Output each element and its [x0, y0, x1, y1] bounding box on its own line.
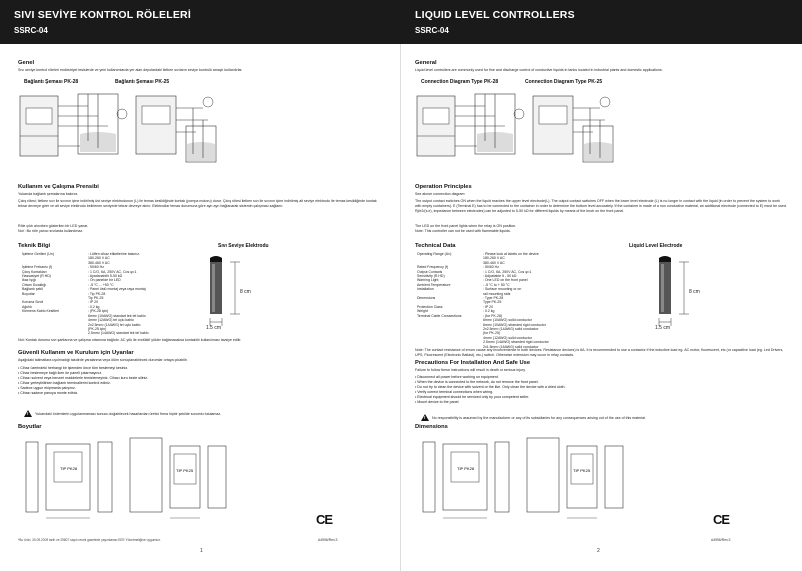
spec-key: Rated Frequency (f): [417, 265, 449, 270]
operation-subtext: See above connection diagram: [415, 192, 465, 196]
warning-text: Yukarıdaki önlemlerin uygulanmaması sonucu doğabilecek hasarlardan üretici firma hiçbir şekilde sorumlu tutulamaz.: [35, 411, 222, 416]
svg-text:TIP PK25: TIP PK25: [176, 468, 194, 473]
spec-key: Bağlantı şekli: [22, 287, 43, 292]
spec-value: Type PK-25: [483, 300, 502, 305]
spec-value: 6mm² (10AWG) stranded rigid conductor: [483, 322, 546, 327]
spec-key: Installation: [417, 287, 434, 292]
spec-value: : IP 20: [88, 300, 99, 305]
spec-key: Terminal Cable Crossections: [417, 313, 462, 318]
spec-row: [22, 331, 192, 335]
electrode-height-label: 8 cm: [240, 289, 251, 295]
operation-note-flammable: Note: This controller can not be used with flammable liquids.: [415, 229, 511, 233]
spec-value: 2.5mm² (14AWG) standart tek tel kablo: [88, 331, 149, 336]
safety-subtext: Aşağıdaki talimatlara uyulmadığı takdirde yaralanma veya ölüm sonuçlanabilecek durumlar ortaya çıkabilir.: [18, 358, 188, 362]
electrode-heading: Sıvı Seviye Elektrodu: [218, 243, 269, 249]
operation-text: Çıkış rölesi; iletken sıvı ile sıvının içine indirilmiş üst seviye elektrodunun (L) ile temas kesildiğinde kontak (pompa motoru) durur. Çıkış rölesi iletken sıvı ile sıvının içine indirilmiş alt seviye elektrodu ile temas kesildiğinde kontak tekrar devreye girer ve alt seviye elektrodu belirlenen seviyede tekrar devreye alınır. Elektrodlar temas durumuna göre ayrı ayrı bağlanarak sistemin çalışması sağlanır.: [18, 199, 377, 208]
general-text: Liquid level controllers are commonly used for fine and discharge control of conductive liquids in tanks located in industrial plants and domestic applications.: [415, 68, 663, 72]
spec-value: : Please look at labels on the device: [483, 252, 539, 256]
compliance-footnote: *Bu ürün, 30.09.2009 tarih ve 29807 sayılı resmi gazetede yayımlanan EEE Yönetmeliğine uygundur.: [18, 538, 161, 542]
spec-value: : 1 C/O, 6A, 250V AC, Cos φ=1: [483, 269, 532, 274]
spec-table: [22, 252, 192, 336]
revision-code: A4996/Rev.3: [318, 538, 338, 542]
spec-key: Output Contacts: [417, 269, 443, 274]
spec-value: : -5 °C ... +50 °C: [88, 282, 114, 287]
spec-key: İşletme Frekansı (f): [22, 265, 53, 270]
spec-key: Koruma Sınıfı: [22, 300, 44, 305]
spec-value: : 0.2 kg: [88, 304, 100, 309]
general-heading: Genel: [18, 60, 35, 66]
spec-key: Klemens Kablo Kesitleri: [22, 309, 59, 314]
spec-key: İşletme Gerilimi (Un): [22, 252, 54, 256]
spec-value: : Type PK-28: [483, 296, 504, 301]
spec-key: Operating Range (Un): [417, 252, 452, 256]
safety-list: [18, 366, 380, 396]
diagram-label-pk28: Connection Diagram Type PK-28: [421, 79, 499, 85]
spec-value: : Surface mounting or on: [483, 287, 522, 292]
diagram-label-pk25: Connection Diagram Type PK-25: [525, 79, 603, 85]
page-title: LIQUID LEVEL CONTROLLERS: [415, 9, 575, 21]
spec-value: 2x2.5mm² (14AWG) tel uçlu kablo: [88, 322, 141, 327]
safety-item: • Disconnect all power before working on equipment.: [415, 375, 499, 379]
operation-subtext: Yukarıda bağlantı şemalarına bakınız.: [18, 192, 79, 196]
electrode-drawing: [649, 254, 719, 334]
operation-note-led: The LED on the front panel lights when the relay is ON position.: [415, 224, 517, 228]
safety-item: • Cihaz yerleştirilirken bağlantı terminallerini kontrol ediniz.: [18, 381, 111, 385]
spec-value: (PK-25 için): [88, 326, 107, 331]
connection-diagram: [18, 86, 218, 172]
spec-value: Tip PK-25: [88, 296, 104, 301]
warning-notice: [421, 414, 646, 421]
spec-value: : 50/60 Hz: [88, 265, 104, 270]
contact-note: Not: Kontak durumu sıvı şartlarına ve çalışma ortamına bağlıdır. AC yük ile endüktif yükler bağlanacaksa kontaktör kullanılması tavsiye edilir.: [18, 338, 242, 342]
spec-key: Ambient Temperature: [417, 282, 451, 287]
model-code: SSRC-04: [415, 26, 449, 35]
spec-key: Warning Light: [417, 278, 439, 283]
spec-key: İkaz Işığı: [22, 278, 37, 283]
spec-value: 2x2.5mm² (14AWG) solid conductor: [483, 326, 539, 331]
spec-value: : Ayarlanabilir 5-50 kΩ: [88, 274, 123, 279]
warning-icon: !: [24, 410, 32, 417]
spec-value: 4mm² (12AWG) tel uçlu kablo: [88, 318, 134, 323]
dimensions-heading: Dimensions: [415, 424, 448, 430]
spec-value: : Lütfen cihaz etiketlerine bakınız.: [88, 252, 140, 256]
spec-key: Protection Class: [417, 304, 443, 309]
safety-item: • Do not try to clean the device with solvent or the like. Only clean the device with a dried cloth.: [415, 385, 566, 389]
spec-value: 380-460 V AC: [483, 260, 505, 265]
page-number: 1: [200, 548, 203, 554]
spec-value: (for PK-25): [483, 331, 501, 336]
spec-value: 6mm² (10AWG) solid conductor: [483, 318, 532, 323]
connection-diagram: [415, 86, 615, 172]
spec-value: rail mounting rails: [483, 291, 511, 296]
svg-text:TIP PK28: TIP PK28: [60, 466, 78, 471]
safety-item: • When the device is connected to the network, do not remove the front panel.: [415, 380, 539, 384]
safety-subtext: Failure to follow these instructions will result in death or serious injury.: [415, 368, 526, 372]
spec-value: : 1 C/O, 6A, 250V AC, Cos φ=1: [88, 269, 137, 274]
dimensions-heading: Boyutlar: [18, 424, 42, 430]
spec-value: 180-260 V AC: [483, 256, 505, 261]
safety-heading: Precautions For Installation And Safe Use: [415, 360, 531, 366]
spec-value: : -5 °C to + 50 °C: [483, 282, 510, 287]
safety-item: • Cihaz beslemeye bağlı iken ön paneli çıkarmayınız.: [18, 371, 103, 375]
spec-value: : Ön panelde bir LED: [88, 278, 121, 283]
warning-text: No responsibility is assumed by the manufacturer or any of its subsidiaries for any consequences arising out of the use of this material.: [432, 415, 646, 420]
model-code: SSRC-04: [14, 26, 48, 35]
safety-item: • Cihazı solvent veya benzeri maddelerle temizlemeyiniz. Cihazı kuru bezle siliniz.: [18, 376, 149, 380]
dimensions-drawing: [417, 432, 637, 528]
spec-key: Ağırlık: [22, 304, 32, 309]
general-heading: General: [415, 60, 437, 66]
spec-value: 2x1.5mm² (16AWG) solid conductor: [483, 344, 539, 349]
spec-value: : Tip PK-28: [88, 291, 106, 296]
operation-heading: Operation Principles: [415, 184, 472, 190]
svg-text:TIP PK25: TIP PK25: [573, 468, 591, 473]
electrode-width-label: 1.5 cm: [655, 325, 671, 331]
safety-item: • Cihaz üzerindeki herhangi bir işlemden önce tüm beslemeyi kesiniz.: [18, 366, 129, 370]
electrode-drawing: [200, 254, 270, 334]
safety-item: • Mount device to the panel.: [415, 400, 460, 404]
page-number: 2: [597, 548, 600, 554]
spec-value: 4mm² (12AWG) solid conductor: [483, 335, 532, 340]
page-header: [401, 0, 802, 44]
spec-value: 6mm² (10AWG) standart tek tel kablo: [88, 313, 146, 318]
ce-mark: CE: [713, 512, 730, 527]
spec-key: [22, 331, 88, 335]
operation-note-flammable: Not : Bu röle yanıcı sıvılarda kullanılmaz.: [18, 229, 84, 233]
spec-value: : Adjustable 5 - 50 kΩ: [483, 274, 517, 279]
technical-heading: Technical Data: [415, 243, 456, 249]
spec-value: 2.5mm² (14AWG) stranded rigid conductor: [483, 340, 549, 345]
revision-code: A4996/Rev.3: [711, 538, 731, 542]
operation-heading: Kullanım ve Çalışma Prensibi: [18, 184, 99, 190]
spec-value: : (PK-28 için): [88, 309, 109, 314]
spec-key: Weight: [417, 309, 428, 314]
general-text: Sıvı seviye kontrol röleleri endüstriyel tesislerde ve yeni kullanımlarda yer alan depolardaki iletken sıvıların seviye kontrolü amaçlı kullanılırlar.: [18, 68, 243, 72]
spec-value: : One LED on the front panel: [483, 278, 528, 283]
page-title: SIVI SEVİYE KONTROL RÖLELERİ: [14, 9, 191, 21]
electrode-width-label: 1.5 cm: [206, 325, 222, 331]
spec-key: Ortam Sıcaklığı: [22, 282, 47, 287]
spec-value: : 50/60 Hz: [483, 265, 499, 270]
spec-value: : Panel üstü montaj veya raya montaj: [88, 287, 146, 292]
page-header: [0, 0, 401, 44]
safety-item: • Sadece uygun ekipmanla çalışınız.: [18, 386, 76, 390]
operation-text: The output contact switches ON when the liquid reaches the upper level electrode(L). The output contact switches OFF when the lower level electrode (L) is no longer in contact with the liquid (in order to prevent the system to work with empty containers). E (Terminal E) has to be connected to the container in order to determine the bottom level accurately. If the container is made of a non conductive material, an additional electrode (connected to E) must be used. Rj/e2/(s.e), impedance between electrodes) can be adjusted to 5-50 kΩ for different liquids by means of the knob on the front panel.: [415, 199, 787, 213]
page-2: [401, 0, 802, 571]
safety-item: • Verify correct terminal connections when wiring.: [415, 390, 494, 394]
operation-note-led: Röle çıktı alınırken gösterilen bir LED yanar.: [18, 224, 89, 228]
spec-key: Sensitivity (R.HD): [417, 274, 445, 279]
technical-heading: Teknik Bilgi: [18, 243, 51, 249]
spec-value: 180-260 V AC: [88, 256, 110, 261]
svg-text:TIP PK28: TIP PK28: [457, 466, 475, 471]
spec-key: Hassasiyet (R.HD): [22, 274, 51, 279]
spec-value: : (for PK-28): [483, 313, 503, 318]
electrode-heading: Liquid Level Electrode: [629, 243, 683, 249]
spec-table: [417, 252, 597, 349]
warning-notice: [24, 410, 221, 417]
diagram-label-pk25: Bağlantı Şeması PK-25: [115, 79, 170, 85]
spec-key: Boyutlar: [22, 291, 35, 296]
safety-item: • Electrical equipment should be serviced only by your competent seller.: [415, 395, 530, 399]
diagram-label-pk28: Bağlantı Şeması PK-28: [24, 79, 79, 85]
ce-mark: CE: [316, 512, 333, 527]
spec-key: Dimensions: [417, 296, 436, 301]
spec-value: 380-460 V AC: [88, 260, 110, 265]
safety-item: • Cihazı sadece panoya monte ediniz.: [18, 391, 79, 395]
contact-note: Note: The contact resistance of errors cause any inconvenience in both devices. Resistance devices) is 6A. It is recommended to use a contactor if the inductive load eg. AC motor, fluorescent, etc (or capacitive load (eg. Led Drivers, UPS, Fluorescent (Electronic Ballast), etc.) switch. Otherwise extension may occur in relay contacts.: [415, 348, 784, 357]
spec-value: : 0.2 kg: [483, 309, 495, 314]
safety-heading: Güvenli Kullanım ve Kurulum için Uyarılar: [18, 350, 134, 356]
spec-key: Çıkış Kontakları: [22, 269, 47, 274]
spec-value: : IP 20: [483, 304, 494, 309]
safety-list: [415, 375, 787, 405]
dimensions-drawing: [20, 432, 240, 528]
warning-icon: !: [421, 414, 429, 421]
electrode-height-label: 8 cm: [689, 289, 700, 295]
